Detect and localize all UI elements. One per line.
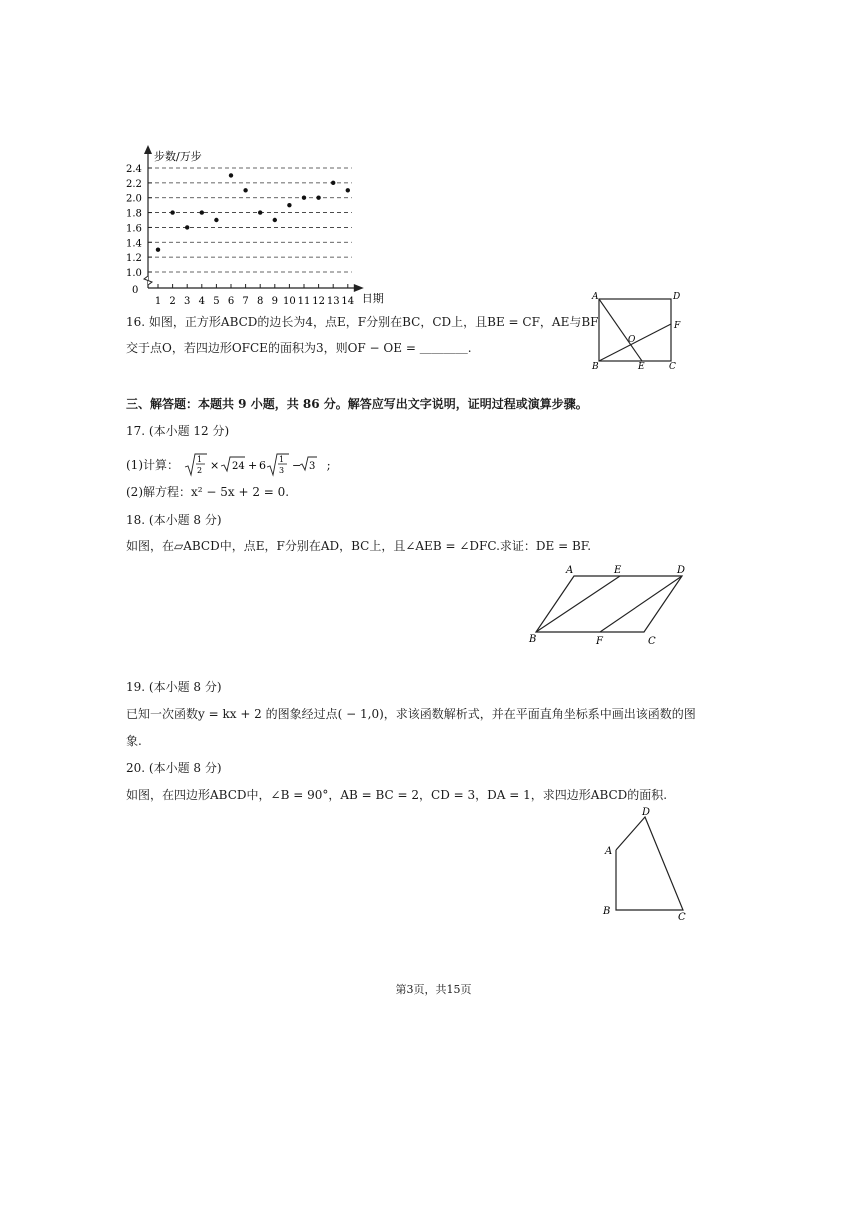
q18-text: 如图，在▱ABCD中，点E，F分别在AD，BC上，且∠AEB = ∠DFC.求证：DE = BF. [126,539,592,553]
data-point [346,188,350,192]
q18-parallelogram-figure [526,560,696,650]
y-tick-label: 1.8 [126,208,142,220]
q17-heading: 17. (本小题 12 分) [126,424,230,438]
y-tick-label: 1.4 [126,238,142,250]
q17-expression [183,452,323,478]
label-c: C [648,636,656,647]
data-point [200,210,204,214]
data-point [185,225,189,229]
label-d: D [673,292,681,302]
label-a: A [566,565,574,576]
q19-line2: 象. [126,734,142,748]
data-point [273,218,277,222]
y-axis-label: 步数/万步 [154,150,202,163]
radicand-3: 3 [308,461,316,472]
label-a: A [605,846,613,857]
axis-break [144,276,152,285]
data-point [287,203,291,207]
y-tick-label: 1.2 [126,253,142,265]
label-b: B [603,906,611,917]
x-tick-label: 4 [198,296,205,306]
data-point [302,196,306,200]
x-tick-label: 13 [326,296,340,306]
x-tick-label: 8 [257,296,264,306]
steps-scatter-chart [120,142,400,306]
x-tick-label: 14 [341,296,355,306]
frac-den-3: 3 [278,466,284,475]
quadrilateral-abcd [616,817,683,910]
segment-df [600,576,682,632]
data-point [243,188,247,192]
data-point [258,210,262,214]
label-a: A [592,292,599,302]
frac-den-2: 2 [196,466,202,475]
q16-line2: 交于点O，若四边形OFCE的面积为3，则OF − OE = ＿＿＿＿. [126,341,472,355]
data-point [170,210,174,214]
y-tick-label: 1.6 [126,223,142,235]
data-point [156,248,160,252]
data-point [214,218,218,222]
data-point [229,173,233,177]
y-tick-label: 1.0 [126,268,142,279]
parallelogram-abcd [536,576,682,632]
q17-part1-label: (1)计算： [126,458,179,472]
svg-text:−: − [291,459,302,472]
radicand-24: 24 [231,461,245,472]
q19-line1: 已知一次函数y = kx + 2 的图象经过点( − 1,0)，求该函数解析式，并在平面直角坐标系中画出该函数的图 [126,707,696,721]
y-tick-label: 0 [132,285,139,296]
x-tick-label: 5 [213,296,220,306]
label-b: B [529,634,537,645]
q17-part1: (1)计算： 1 2 × 24 + 6 1 3 − 3 ; [126,452,331,478]
q20-heading: 20. (本小题 8 分) [126,761,222,775]
x-axis-arrow [354,284,364,292]
label-e: E [638,362,645,372]
x-tick-label: 10 [283,296,296,306]
x-axis-label: 日期 [361,292,384,305]
label-d: D [642,807,651,818]
x-tick-label: 9 [271,296,278,306]
frac-num-1: 1 [196,455,202,464]
label-o: O [628,335,636,345]
q18-heading: 18. (本小题 8 分) [126,513,222,527]
x-tick-label: 12 [312,296,325,306]
y-tick-label: 2.4 [126,164,142,175]
section-3-heading: 三、解答题：本题共 9 小题，共 86 分。解答应写出文字说明，证明过程或演算步骤。 [126,397,588,411]
frac-num-1b: 1 [278,455,284,464]
y-tick-label: 2.0 [126,193,142,205]
q17-part2: (2)解方程：x² − 5x + 2 = 0. [126,485,290,499]
svg-text:+: + [247,459,258,472]
segment-be [536,576,620,632]
svg-text:×: × [209,459,220,472]
x-tick-label: 7 [242,296,249,306]
x-tick-label: 3 [184,296,191,306]
label-b: B [592,362,599,372]
label-f: F [596,636,603,647]
q16-line1: 16. 如图，正方形ABCD的边长为4，点E，F分别在BC，CD上，且BE = CF，AE与BF [126,315,599,329]
data-point [331,181,335,185]
label-e: E [614,565,622,576]
coef-6: 6 [258,459,266,472]
x-tick-label: 11 [297,296,311,306]
label-c: C [669,362,676,372]
q20-quadrilateral-figure [596,804,696,926]
label-d: D [677,565,686,576]
page-footer: 第3页，共15页 [395,983,472,996]
label-c: C [678,912,686,923]
y-tick-label: 2.2 [126,178,142,190]
q20-text: 如图，在四边形ABCD中，∠B = 90°，AB = BC = 2，CD = 3，DA = 1，求四边形ABCD的面积. [126,788,668,802]
x-tick-label: 1 [154,296,162,306]
y-axis-arrow [144,145,152,154]
label-f: F [674,321,681,331]
x-tick-label: 6 [227,296,235,306]
q16-square-figure [588,288,688,374]
x-tick-label: 2 [169,296,176,306]
segment-ae [599,299,642,361]
q19-heading: 19. (本小题 8 分) [126,680,222,694]
data-point [316,196,320,200]
